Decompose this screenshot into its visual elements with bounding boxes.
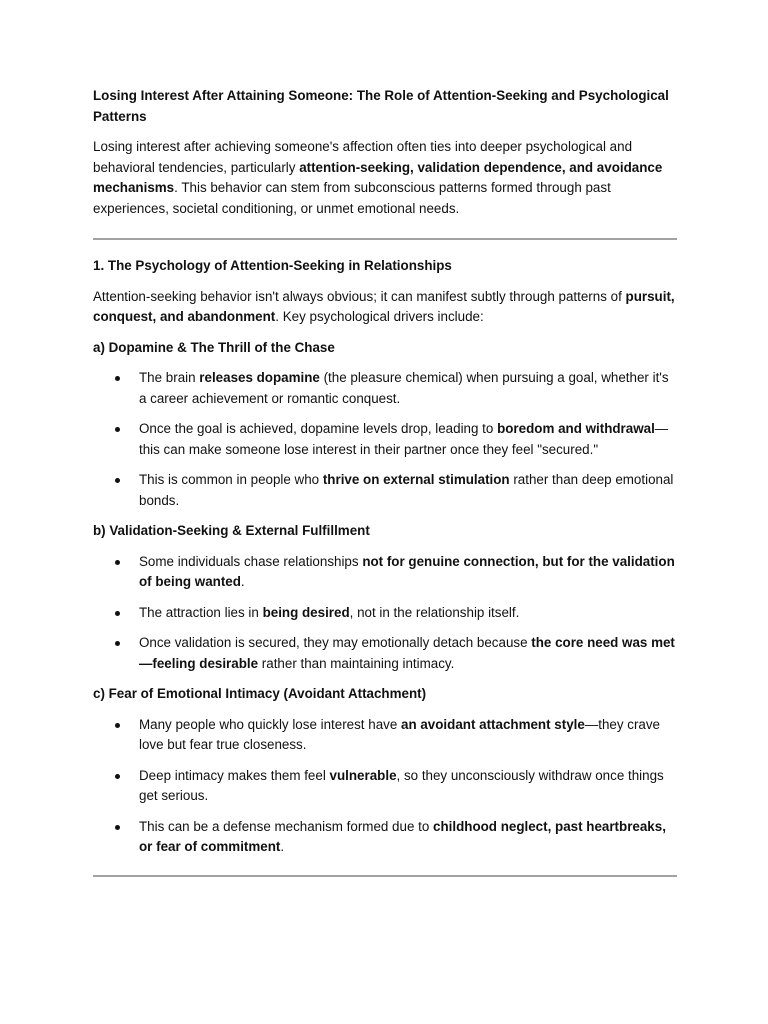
bullet-icon <box>115 641 120 646</box>
list-item <box>93 603 677 624</box>
bullet-icon <box>115 723 120 728</box>
bullet-list-validation <box>93 552 677 675</box>
section-lead-paragraph <box>93 287 677 328</box>
text-run: . This behavior can stem from subconscious patterns formed through past experiences, societal conditioning, or unmet emotional needs. <box>93 180 611 216</box>
text-run: . <box>280 839 285 854</box>
bold-text-run: being desired <box>262 604 350 620</box>
list-item-text <box>139 768 664 804</box>
text-run: Many people who quickly lose interest have <box>139 716 402 732</box>
list-item-text <box>139 819 666 855</box>
bold-text-run: vulnerable <box>329 767 397 783</box>
bold-text-run: an avoidant attachment style <box>401 716 585 732</box>
bold-text-run: attention-seeking, validation dependence, and avoidance mechanisms <box>93 159 663 195</box>
text-run: —they crave love but fear true closeness. <box>139 716 660 752</box>
subsection-heading-validation: b) Validation-Seeking & External Fulfillment <box>93 523 370 538</box>
bold-text-run: not for genuine connection, but for the validation of being wanted <box>139 553 675 589</box>
list-item-text <box>139 605 519 620</box>
text-run: . Key psychological drivers include: <box>275 309 484 324</box>
text-run: —this can make someone lose interest in their partner once they feel "secured." <box>139 421 669 457</box>
list-item-text <box>139 421 668 457</box>
list-item <box>93 470 677 511</box>
list-item <box>93 817 677 858</box>
text-run: rather than maintaining intimacy. <box>258 655 455 671</box>
text-run: Once the goal is achieved, dopamine levels drop, leading to <box>139 421 498 436</box>
list-item-text <box>139 717 660 753</box>
intro-paragraph <box>93 137 677 219</box>
list-item <box>93 766 677 807</box>
subsection-heading-intimacy: c) Fear of Emotional Intimacy (Avoidant Attachment) <box>93 686 427 701</box>
list-item <box>93 552 677 593</box>
document-content <box>93 86 677 877</box>
bullet-icon <box>115 427 120 432</box>
section-heading: 1. The Psychology of Attention-Seeking in Relationships <box>93 258 452 273</box>
text-run: The brain <box>139 370 200 385</box>
text-run: , not in the relationship itself. <box>349 604 520 620</box>
list-item <box>93 368 677 409</box>
bold-text-run: pursuit, conquest, and abandonment <box>93 288 675 324</box>
list-item-text <box>139 370 669 406</box>
bold-text-run: childhood neglect, past heartbreaks, or fear of commitment <box>139 818 666 854</box>
horizontal-rule <box>93 238 677 240</box>
bullet-icon <box>115 560 120 565</box>
text-run: Losing interest after achieving someone's affection often ties into deeper psychological and behavioral tendencies, particularly <box>93 139 633 175</box>
text-run: (the pleasure chemical) when pursuing a goal, whether it's a career achievement or romantic conquest. <box>139 370 669 406</box>
bullet-icon <box>115 774 120 779</box>
bullet-icon <box>115 478 120 483</box>
subsection-heading-dopamine: a) Dopamine & The Thrill of the Chase <box>93 339 335 355</box>
text-run: The attraction lies in <box>139 604 263 620</box>
text-run: This can be a defense mechanism formed due to <box>139 818 434 834</box>
list-item-text <box>139 472 673 508</box>
list-item <box>93 715 677 756</box>
bold-text-run: thrive on external stimulation <box>322 472 510 487</box>
bullet-list-dopamine <box>93 368 677 511</box>
bullet-icon <box>115 825 120 830</box>
bold-text-run: the core need was met—feeling desirable <box>139 635 675 671</box>
list-item <box>93 419 677 460</box>
text-run: Attention-seeking behavior isn't always obvious; it can manifest subtly through patterns of <box>93 288 626 304</box>
text-run: . <box>240 574 245 589</box>
text-run: , so they unconsciously withdraw once things get serious. <box>139 767 664 803</box>
text-run: Some individuals chase relationships <box>139 553 363 569</box>
bold-text-run: releases dopamine <box>199 370 320 385</box>
text-run: Once validation is secured, they may emotionally detach because <box>139 635 532 650</box>
horizontal-rule <box>93 875 677 877</box>
document-title: Losing Interest After Attaining Someone: The Role of Attention-Seeking and Psychological Patterns <box>93 88 669 124</box>
list-item-text <box>139 554 675 590</box>
text-run: Deep intimacy makes them feel <box>139 767 330 783</box>
bold-text-run: boredom and withdrawal <box>497 421 655 436</box>
bullet-icon <box>115 611 120 616</box>
list-item <box>93 633 677 674</box>
text-run: This is common in people who <box>139 472 323 487</box>
text-run: rather than deep emotional bonds. <box>139 472 674 508</box>
bullet-icon <box>115 376 120 381</box>
bullet-list-intimacy <box>93 715 677 858</box>
list-item-text <box>139 635 675 671</box>
